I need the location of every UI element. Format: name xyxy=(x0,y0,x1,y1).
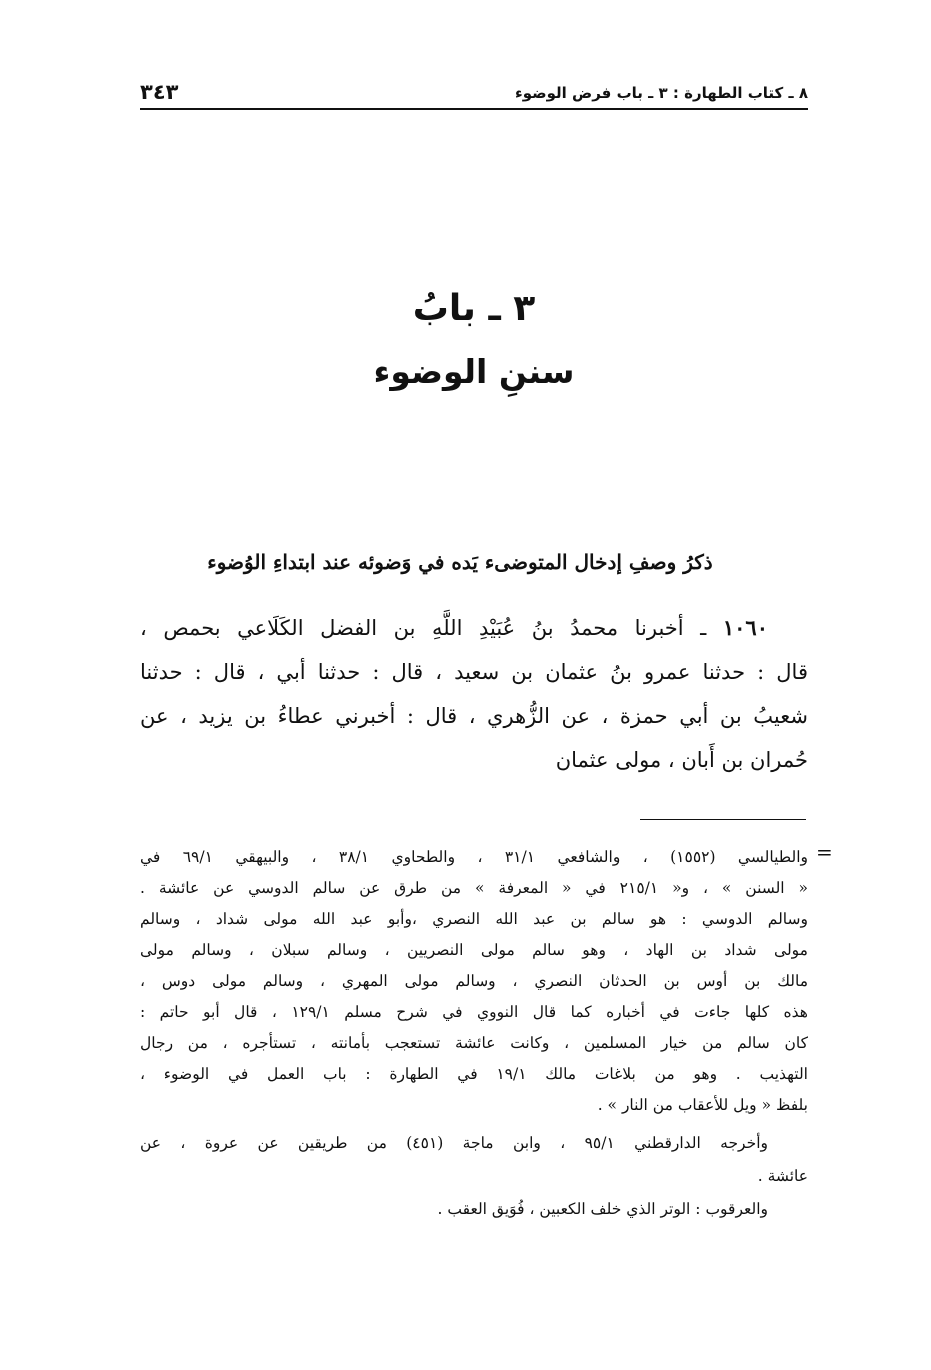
section-heading: ذكرُ وصفِ إدخال المتوضىء يَده في وَضوئه عند ابتداءِ الوُضوء xyxy=(207,550,713,574)
footnote-line: « السنن » ، و« ٢١٥/١ في « المعرفة » من طرق عن سالم الدوسي عن عائشة . xyxy=(140,879,808,897)
hadith-line xyxy=(140,606,808,650)
footnote-line: التهذيب . وهو من بلاغات مالك ١٩/١ في الطهارة : باب العمل في الوضوء ، xyxy=(140,1065,808,1083)
hadith-line: شعيبُ بن أبي حمزة ، عن الزُّهري ، قال : أخبرني عطاءُ بن يزيد ، عن xyxy=(140,704,808,728)
hadith-line: قال : حدثنا عمرو بنُ عثمان بن سعيد ، قال : حدثنا أبي ، قال : حدثنا xyxy=(140,660,808,684)
page-number: ٣٤٣ xyxy=(140,80,179,104)
footnote-line: والعرقوب : الوتر الذي خلف الكعبين ، فُوَيق العقب . xyxy=(437,1200,768,1218)
footnote-separator xyxy=(640,819,806,820)
hadith-text xyxy=(140,606,808,782)
footnote-line: مالك بن أوس بن الحدثان النصري ، وسالم مولى المهري ، وسالم مولى دوس ، xyxy=(140,972,808,990)
footnote-paragraph xyxy=(140,1127,808,1226)
footnote-line: بلفظ « ويل للأعقاب من النار » . xyxy=(597,1096,808,1114)
running-head xyxy=(140,80,808,110)
hadith-line: حُمران بن أَبان ، مولى عثمان xyxy=(555,748,808,772)
chapter-number: ٣ ـ بابُ xyxy=(412,288,536,329)
chapter-title: سننِ الوضوء xyxy=(373,352,575,391)
footnote-line: مولى شداد بن الهاد ، وهو سالم مولى النصريين ، وسالم سبلان ، وسالم مولى xyxy=(140,941,808,959)
footnote-line: وأخرجه الدارقطني ٩٥/١ ، وابن ماجة (٤٥١) من طريقين عن عروة ، عن xyxy=(140,1134,768,1152)
footnotes xyxy=(140,842,808,1226)
footnote-line: وسالم الدوسي : هو سالم بن عبد الله النصري ،وأبو عبد الله مولى شداد ، وسالم xyxy=(140,910,808,928)
footnote-line: والطيالسي (١٥٥٢) ، والشافعي ٣١/١ ، والطحاوي ٣٨/١ ، والبيهقي ٦٩/١ في xyxy=(140,848,809,866)
hadith-line-text: ـ أخبرنا محمدُ بنُ عُبَيْدِ اللَّهِ بن الفضل الكَلَاعي بحمص ، xyxy=(140,616,707,640)
running-head-title: ٨ ـ كتاب الطهارة : ٣ ـ باب فرض الوضوء xyxy=(515,84,808,102)
hadith-number: ١٠٦٠ xyxy=(722,615,768,640)
footnote-line: كان سالم من خيار المسلمين ، وكانت عائشة تستعجب بأمانته ، تستأجره ، من رجال xyxy=(140,1034,808,1052)
footnote-line: هذه كلها جاءت في أخباره كما قال النووي في شرح مسلم ١٢٩/١ ، قال أبو حاتم : xyxy=(140,1003,808,1021)
footnote-continuation-mark: = xyxy=(816,840,833,864)
footnote-line: عائشة . xyxy=(757,1167,808,1185)
